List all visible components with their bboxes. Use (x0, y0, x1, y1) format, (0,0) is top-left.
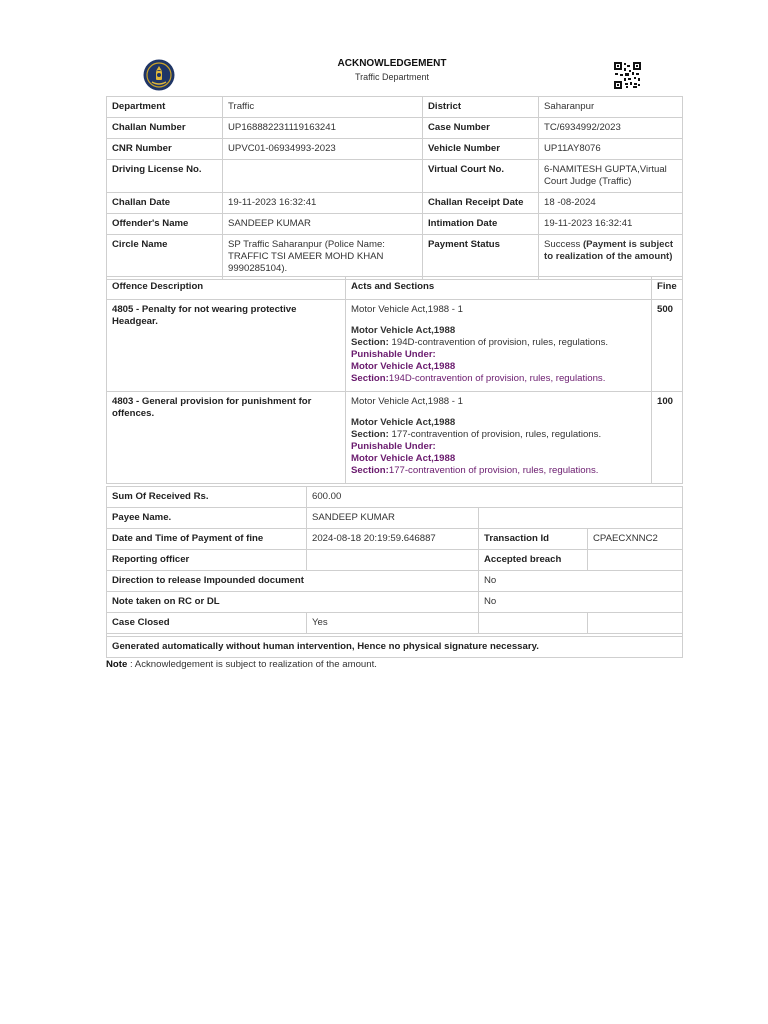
qr-code-icon (614, 62, 641, 89)
punishable-section-line (351, 465, 646, 477)
offender-name-label: Offender's Name (107, 214, 223, 235)
payment-status-label: Payment Status (423, 235, 539, 280)
footer-note (106, 659, 377, 670)
reporting-officer-value (307, 550, 479, 571)
acts-sections-header: Acts and Sections (346, 277, 652, 300)
direction-release-label: Direction to release Impounded document (107, 571, 479, 592)
circle-name-value: SP Traffic Saharanpur (Police Name: TRAFFIC TSI AMEER MOHD KHAN 9990285104). (223, 235, 423, 280)
punishable-act: Motor Vehicle Act,1988 (351, 453, 456, 464)
fine-amount: 100 (652, 392, 683, 484)
challan-date-value: 19-11-2023 16:32:41 (223, 193, 423, 214)
offence-description: 4805 - Penalty for not wearing protective Headgear. (107, 300, 346, 392)
driving-license-value (223, 160, 423, 193)
vehicle-number-value: UP11AY8076 (539, 139, 683, 160)
reporting-officer-label: Reporting officer (107, 550, 307, 571)
punishable-section-label: Section: (351, 373, 389, 384)
intimation-date-value: 19-11-2023 16:32:41 (539, 214, 683, 235)
case-closed-value: Yes (307, 613, 479, 634)
note-label: Note (106, 659, 128, 670)
section-line (351, 429, 646, 441)
offender-name-value: SANDEEP KUMAR (223, 214, 423, 235)
payee-name-label: Payee Name. (107, 508, 307, 529)
challan-date-label: Challan Date (107, 193, 223, 214)
punishable-act: Motor Vehicle Act,1988 (351, 361, 456, 372)
acts-and-sections (346, 392, 652, 484)
department-value: Traffic (223, 97, 423, 118)
offence-table (106, 276, 683, 484)
sum-received-label: Sum Of Received Rs. (107, 487, 307, 508)
driving-license-label: Driving License No. (107, 160, 223, 193)
payment-status-text: Success (544, 239, 581, 250)
challan-receipt-date-label: Challan Receipt Date (423, 193, 539, 214)
case-number-label: Case Number (423, 118, 539, 139)
virtual-court-label: Virtual Court No. (423, 160, 539, 193)
fine-header: Fine (652, 277, 683, 300)
section-line (351, 337, 646, 349)
table-row (107, 300, 683, 392)
note-rc-dl-value: No (479, 592, 683, 613)
punishable-under-label: Punishable Under: (351, 441, 436, 452)
section-text: 194D-contravention of provision, rules, regulations. (388, 337, 609, 348)
payment-status-note: (Payment is subject to realization of the amount) (544, 239, 674, 262)
case-closed-label: Case Closed (107, 613, 307, 634)
page-title: ACKNOWLEDGEMENT (337, 58, 447, 69)
cnr-number-value: UPVC01-06934993-2023 (223, 139, 423, 160)
challan-number-value: UP168882231119163241 (223, 118, 423, 139)
fine-amount: 500 (652, 300, 683, 392)
punishable-section-text: 194D-contravention of provision, rules, regulations. (388, 373, 606, 384)
act-name: Motor Vehicle Act,1988 (351, 417, 456, 428)
direction-release-value: No (479, 571, 683, 592)
accepted-breach-value (588, 550, 683, 571)
acts-and-sections (346, 300, 652, 392)
act-line: Motor Vehicle Act,1988 - 1 (351, 304, 463, 315)
transaction-id-value: CPAECXNNC2 (588, 529, 683, 550)
intimation-date-label: Intimation Date (423, 214, 539, 235)
payment-status-value (539, 235, 683, 280)
table-row (107, 392, 683, 484)
act-line: Motor Vehicle Act,1988 - 1 (351, 396, 463, 407)
punishable-section-line (351, 373, 646, 385)
cnr-number-label: CNR Number (107, 139, 223, 160)
sum-received-value: 600.00 (307, 487, 683, 508)
accepted-breach-label: Accepted breach (479, 550, 588, 571)
punishable-section-text: 177-contravention of provision, rules, regulations. (388, 465, 599, 476)
section-label: Section: (351, 337, 389, 348)
offence-description: 4803 - General provision for punishment for offences. (107, 392, 346, 484)
header (0, 55, 768, 97)
section-text: 177-contravention of provision, rules, regulations. (388, 429, 602, 440)
generated-notice: Generated automatically without human intervention, Hence no physical signature necessary. (107, 637, 683, 658)
page-subtitle: Traffic Department (354, 72, 430, 82)
vehicle-number-label: Vehicle Number (423, 139, 539, 160)
note-text: : Acknowledgement is subject to realization of the amount. (127, 659, 377, 670)
payment-table (106, 486, 683, 658)
virtual-court-value: 6-NAMITESH GUPTA,Virtual Court Judge (Traffic) (539, 160, 683, 193)
offence-description-header: Offence Description (107, 277, 346, 300)
circle-name-label: Circle Name (107, 235, 223, 280)
payment-datetime-label: Date and Time of Payment of fine (107, 529, 307, 550)
department-label: Department (107, 97, 223, 118)
district-value: Saharanpur (539, 97, 683, 118)
challan-number-label: Challan Number (107, 118, 223, 139)
section-label: Section: (351, 429, 389, 440)
challan-details-table (106, 96, 683, 280)
district-label: District (423, 97, 539, 118)
case-number-value: TC/6934992/2023 (539, 118, 683, 139)
punishable-under-label: Punishable Under: (351, 349, 436, 360)
act-name: Motor Vehicle Act,1988 (351, 325, 456, 336)
transaction-id-label: Transaction Id (479, 529, 588, 550)
payee-name-value: SANDEEP KUMAR (307, 508, 479, 529)
challan-receipt-date-value: 18 -08-2024 (539, 193, 683, 214)
punishable-section-label: Section: (351, 465, 389, 476)
note-rc-dl-label: Note taken on RC or DL (107, 592, 479, 613)
payment-datetime-value: 2024-08-18 20:19:59.646887 (307, 529, 479, 550)
